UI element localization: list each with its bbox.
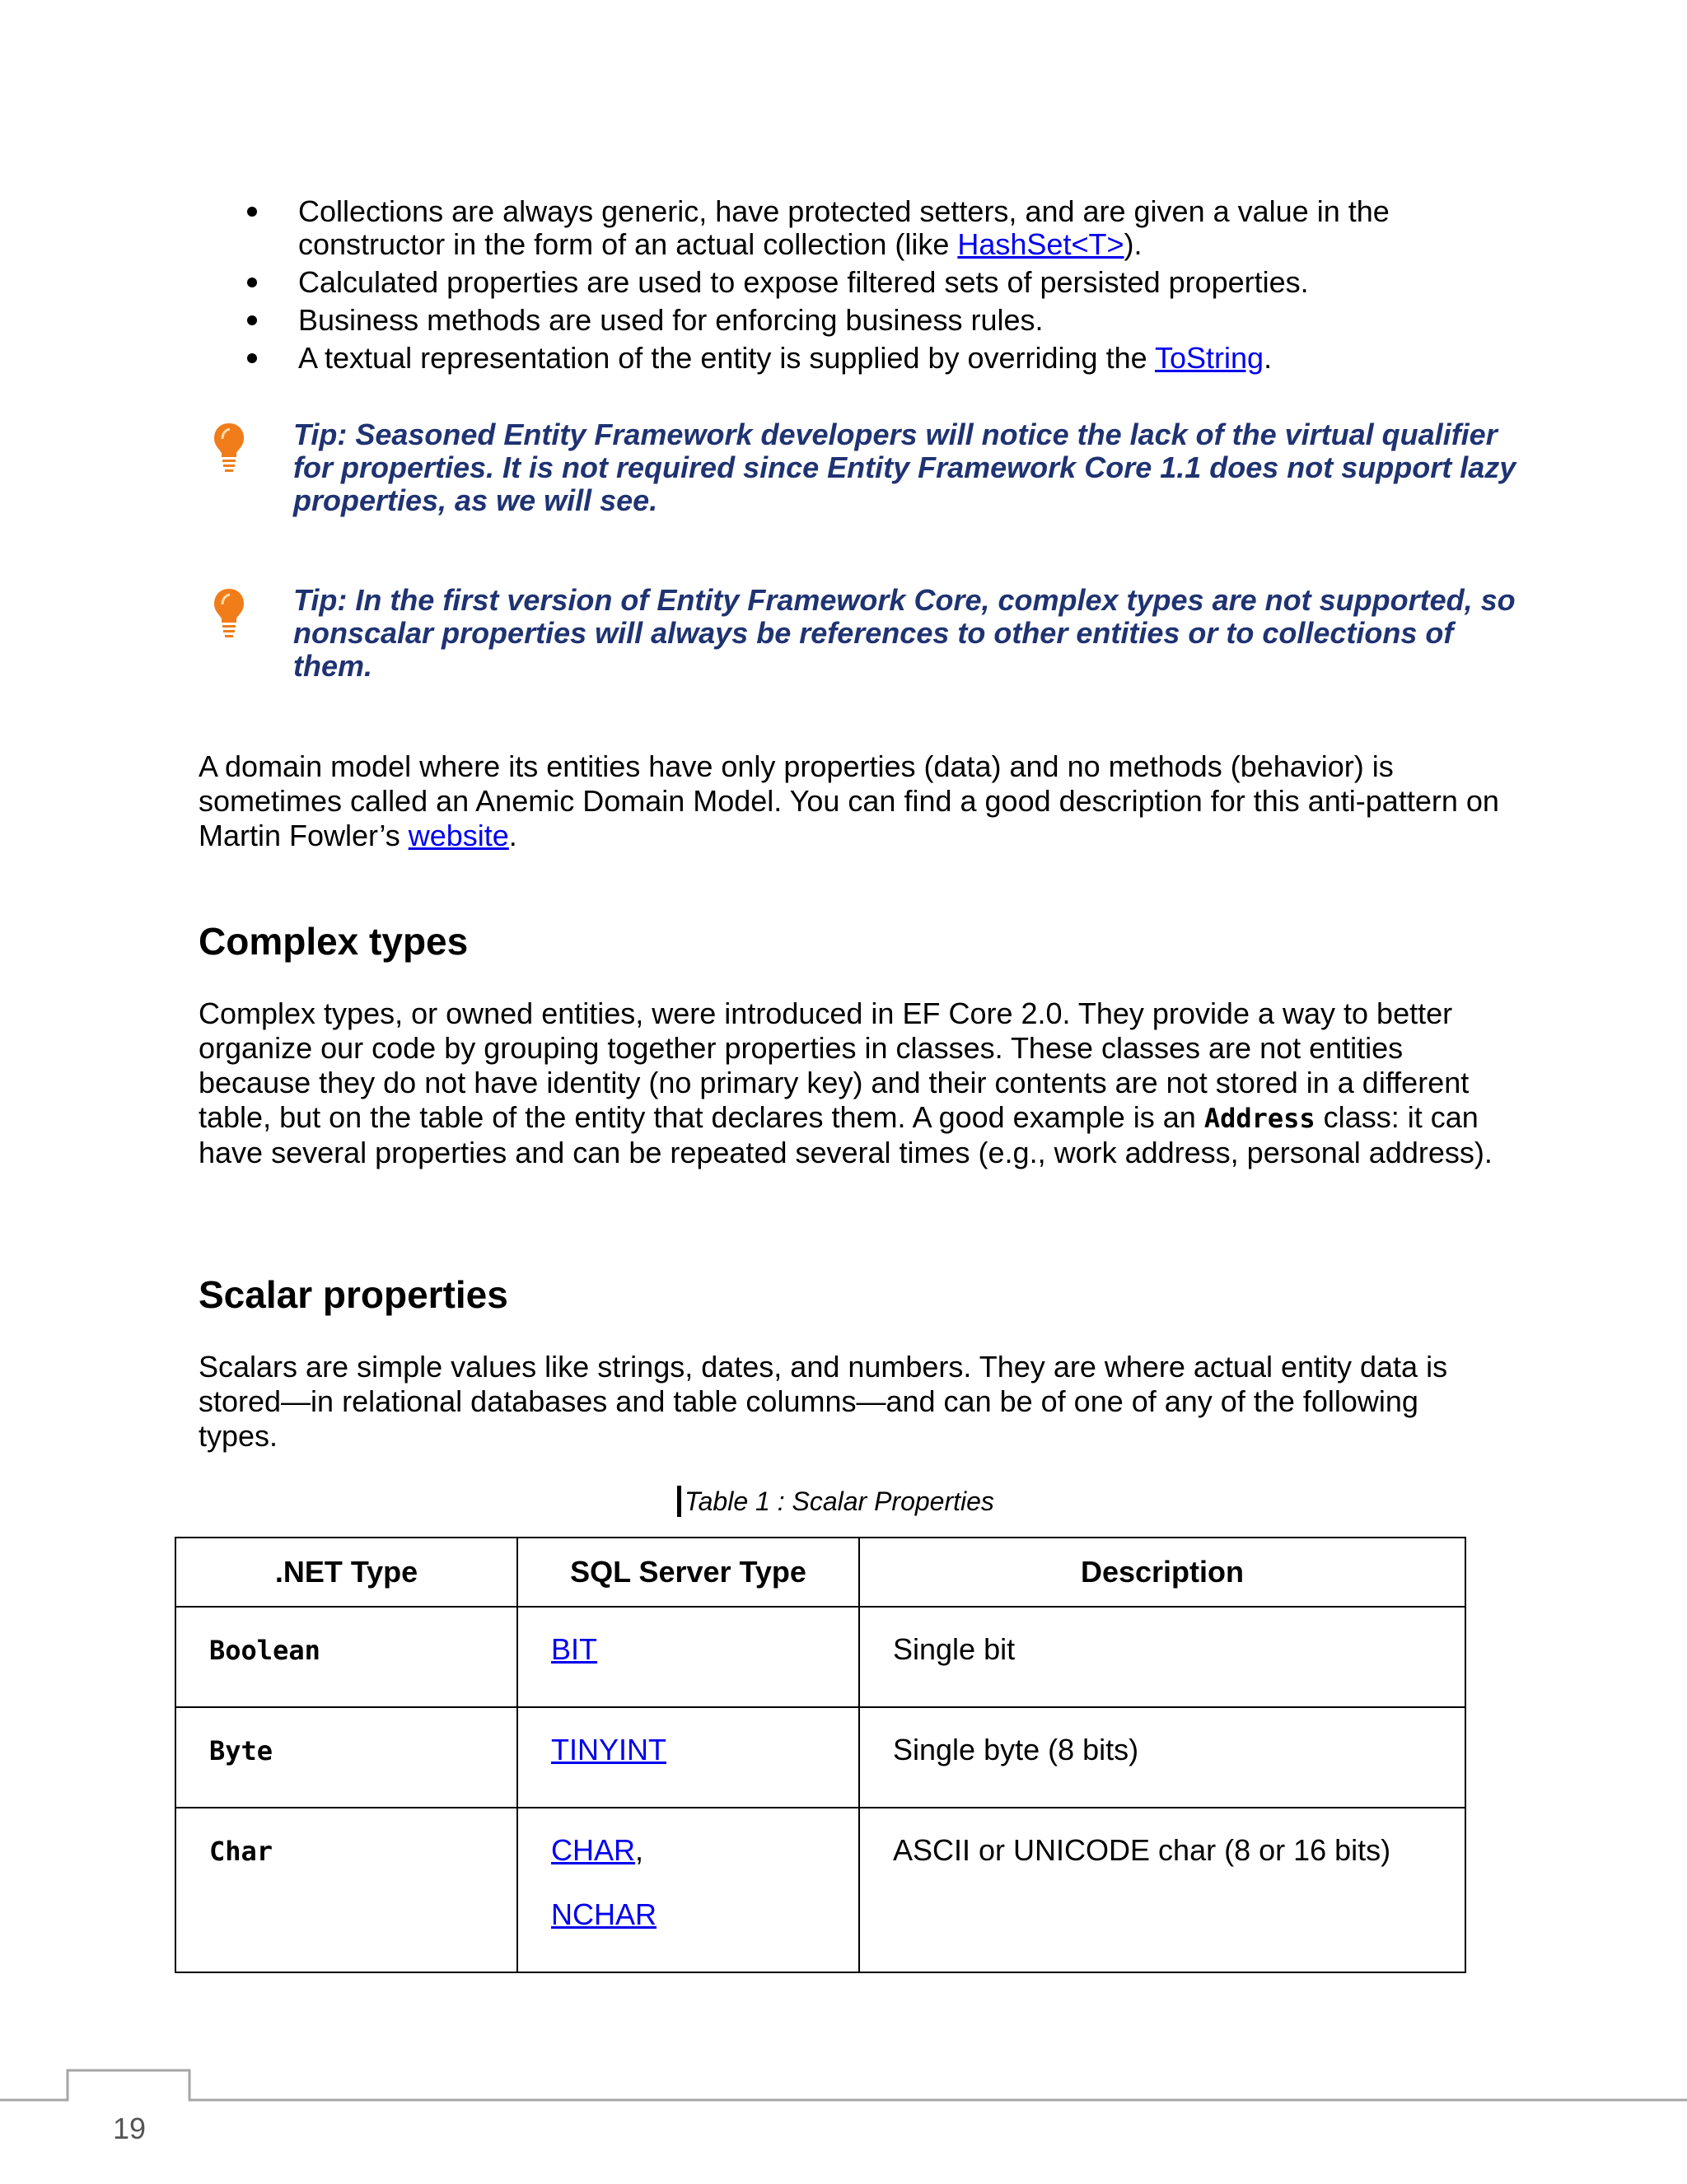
column-header-sql-type: SQL Server Type: [517, 1538, 859, 1607]
text-cursor: [677, 1486, 681, 1517]
description-cell: Single bit: [859, 1607, 1465, 1707]
tinyint-link[interactable]: TINYINT: [551, 1733, 666, 1766]
net-type-cell: Char: [175, 1808, 517, 1972]
scalar-properties-heading: Scalar properties: [199, 1273, 508, 1316]
table-row: [175, 1607, 1465, 1707]
bit-link[interactable]: BIT: [551, 1632, 598, 1666]
char-link[interactable]: CHAR: [551, 1833, 636, 1867]
page-footer: [0, 2069, 1687, 2184]
sql-type-cell: CHAR, NCHAR: [517, 1808, 859, 1972]
column-header-description: Description: [859, 1538, 1465, 1607]
scalar-properties-table: [175, 1537, 1466, 1973]
net-type-cell: Byte: [175, 1707, 517, 1808]
table-row: [175, 1707, 1465, 1808]
complex-types-paragraph: Complex types, or owned entities, were introduced in EF Core 2.0. They provide a way to better organize our code by grouping together properties in classes. These classes are not entities because they do not have identity (no primary key) and their contents are not stored in a different table, but on the table of the entity that declares them. A good example is an Address class: it can have several properties and can be repeated several times (e.g., work address, personal address).: [199, 996, 1493, 1169]
tostring-link[interactable]: ToString: [1154, 341, 1264, 375]
column-header-net-type: .NET Type: [175, 1538, 517, 1607]
table-row: [175, 1808, 1465, 1972]
complex-types-heading: Complex types: [199, 920, 469, 963]
lightbulb-icon: [213, 587, 245, 638]
net-type-cell: Boolean: [175, 1607, 517, 1707]
table-header-row: [175, 1538, 1465, 1607]
footer-rule: [0, 2069, 1687, 2102]
sql-type-cell: [517, 1707, 859, 1808]
bullet-icon: [247, 315, 257, 325]
sql-type-cell: [517, 1607, 859, 1707]
scalar-properties-paragraph: Scalars are simple values like strings, dates, and numbers. They are where actual entity data is stored—in relational databases and table columns—and can be of one of any of the following types.: [199, 1350, 1448, 1453]
description-cell: ASCII or UNICODE char (8 or 16 bits): [859, 1808, 1465, 1972]
anemic-model-paragraph: A domain model where its entities have only properties (data) and no methods (behavior) is sometimes called an Anemic Domain Model. You can find a good description for this anti-pattern on Martin Fowler’s website.: [199, 749, 1499, 852]
list-item: Collections are always generic, have protected setters, and are given a value in the constructor in the form of an actual collection (like HashSet<T>).: [247, 195, 1532, 261]
table-caption: Table 1 : Scalar Properties: [677, 1486, 994, 1517]
website-link[interactable]: website: [408, 819, 509, 852]
bullet-icon: [247, 207, 257, 217]
bullet-list: [247, 195, 1532, 380]
tip-text: Tip: In the first version of Entity Framework Core, complex types are not supported, so nonscalar properties will always be references to other entities or to collections of them.: [293, 583, 1516, 683]
list-item: A textual representation of the entity is supplied by overriding the ToString.: [247, 342, 1532, 375]
hashset-link[interactable]: HashSet<T>: [957, 227, 1124, 261]
nchar-link[interactable]: NCHAR: [551, 1897, 657, 1931]
description-cell: Single byte (8 bits): [859, 1707, 1465, 1808]
address-code: Address: [1203, 1103, 1315, 1134]
tip-text: Tip: Seasoned Entity Framework developers will notice the lack of the virtual qualifier for properties. It is not required since Entity Framework Core 1.1 does not support lazy properties, as we will see.: [293, 418, 1516, 517]
bullet-icon: [247, 278, 257, 287]
page-number: 19: [113, 2112, 147, 2145]
list-item: Calculated properties are used to expose filtered sets of persisted properties.: [247, 266, 1532, 299]
lightbulb-icon: [213, 422, 245, 473]
bullet-icon: [247, 353, 257, 363]
list-item: Business methods are used for enforcing business rules.: [247, 304, 1532, 337]
